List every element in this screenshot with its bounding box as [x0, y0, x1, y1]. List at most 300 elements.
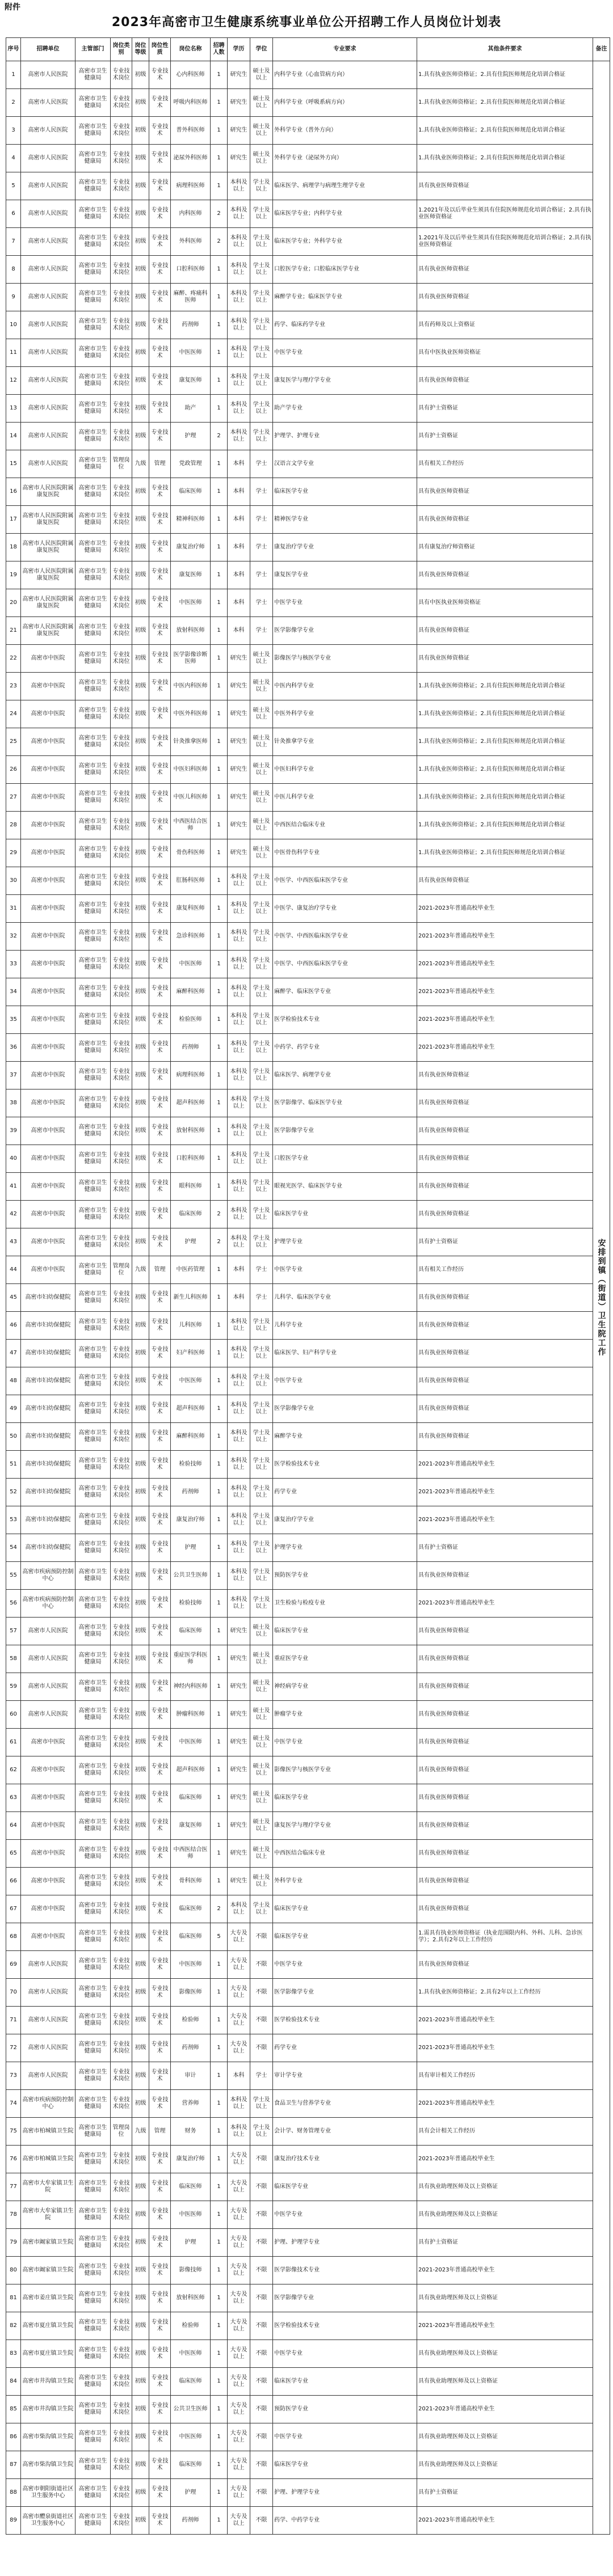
table-cell: 护理学专业 — [273, 1228, 417, 1256]
table-cell: 高密市卫生健康局 — [75, 2034, 111, 2062]
table-cell: 86 — [6, 2423, 21, 2451]
table-cell: 麻醉学专业；临床医学专业 — [273, 284, 417, 311]
table-row — [6, 1423, 610, 1451]
table-cell: 不限 — [250, 2284, 273, 2312]
table-cell: 学士及以上 — [250, 284, 273, 311]
table-cell: 大专及以上 — [228, 2340, 250, 2368]
table-cell: 12 — [6, 367, 21, 395]
table-cell: 高密市中医院 — [21, 1923, 75, 1951]
table-cell: 专业技术 — [149, 200, 171, 228]
table-cell: 1 — [211, 1951, 228, 1979]
table-cell: 具有执业医师资格证 — [417, 1117, 593, 1145]
table-cell: 党政管理 — [171, 450, 211, 478]
table-cell: 专业技术岗位 — [111, 172, 132, 200]
table-cell: 硕士及以上 — [250, 1701, 273, 1729]
table-cell: 专业技术岗位 — [111, 2312, 132, 2340]
table-row — [6, 1228, 610, 1256]
table-cell: 护理学专业 — [273, 1534, 417, 1562]
table-row — [6, 1006, 610, 1034]
table-cell: 1 — [211, 1534, 228, 1562]
table-cell: 中西医结合临床专业 — [273, 812, 417, 839]
table-cell: 1.具有执业医师资格证；2.具有住院医师规范化培训合格证 — [417, 145, 593, 172]
table-cell: 具有执业医师资格证 — [417, 1423, 593, 1451]
table-cell: 本科及以上 — [228, 1117, 250, 1145]
table-cell: 专业技术 — [149, 1117, 171, 1145]
table-cell: 初级 — [132, 2090, 149, 2118]
table-cell: 专业技术岗位 — [111, 951, 132, 978]
table-cell: 专业技术岗位 — [111, 867, 132, 895]
table-cell: 专业技术岗位 — [111, 2090, 132, 2118]
table-cell: 89 — [6, 2507, 21, 2535]
table-row — [6, 1117, 610, 1145]
table-cell: 39 — [6, 1117, 21, 1145]
table-cell: 康复医学专业 — [273, 561, 417, 589]
table-cell: 1.具有执业医师资格证；2.具有住院医师规范化培训合格证 — [417, 61, 593, 89]
table-cell: 管理 — [149, 2118, 171, 2146]
table-cell: 医学影像学专业 — [273, 1117, 417, 1145]
table-cell: 初级 — [132, 1729, 149, 1756]
table-cell: 初级 — [132, 228, 149, 256]
table-cell: 本科及以上 — [228, 1590, 250, 1618]
table-cell: 外科学专业（普外方向） — [273, 117, 417, 145]
table-cell: 高密市卫生健康局 — [75, 2284, 111, 2312]
table-cell: 学士及以上 — [250, 1006, 273, 1034]
table-cell: 高密市人民医院 — [21, 2034, 75, 2062]
table-cell: 初级 — [132, 534, 149, 561]
table-cell: 高密市卫生健康局 — [75, 2396, 111, 2423]
table-row — [6, 1201, 610, 1228]
table-cell: 专业技术 — [149, 506, 171, 534]
table-cell: 呼吸内科医师 — [171, 89, 211, 117]
table-cell: 42 — [6, 1201, 21, 1228]
table-cell: 大专及以上 — [228, 2396, 250, 2423]
table-row — [6, 506, 610, 534]
table-cell: 专业技术 — [149, 284, 171, 311]
table-cell: 2021-2023年普通高校毕业生 — [417, 923, 593, 951]
table-cell: 专业技术 — [149, 1979, 171, 2007]
table-cell: 高密市卫生健康局 — [75, 145, 111, 172]
table-cell: 高密市人民医院附属康复医院 — [21, 478, 75, 506]
table-cell: 高密市中医院 — [21, 1062, 75, 1089]
table-cell: 初级 — [132, 311, 149, 339]
table-cell: 专业技术 — [149, 1701, 171, 1729]
table-cell: 专业技术 — [149, 895, 171, 923]
table-cell: 中医药管理 — [171, 1256, 211, 1284]
table-cell: 高密市卫生健康局 — [75, 1645, 111, 1673]
table-cell: 高密市卫生健康局 — [75, 2146, 111, 2173]
table-cell: 高密市卫生健康局 — [75, 673, 111, 700]
table-cell: 5 — [6, 172, 21, 200]
table-cell: 专业技术岗位 — [111, 1951, 132, 1979]
table-cell: 中医医师 — [171, 1729, 211, 1756]
table-cell: 专业技术 — [149, 1284, 171, 1312]
table-cell: 2021-2023年普通高校毕业生 — [417, 1590, 593, 1618]
table-cell: 64 — [6, 1812, 21, 1840]
table-cell: 初级 — [132, 1840, 149, 1868]
table-cell: 82 — [6, 2312, 21, 2340]
table-cell: 学士 — [250, 2062, 273, 2090]
table-row — [6, 1951, 610, 1979]
table-cell: 临床医学专业 — [273, 2451, 417, 2479]
table-cell: 医学影像学专业 — [273, 1979, 417, 2007]
table-cell: 高密市人民医院附属康复医院 — [21, 589, 75, 617]
table-cell: 专业技术岗位 — [111, 2479, 132, 2507]
table-cell: 专业技术岗位 — [111, 2257, 132, 2284]
table-cell: 影像技师 — [171, 2257, 211, 2284]
table-cell: 中医妇科学专业 — [273, 756, 417, 784]
table-row — [6, 1284, 610, 1312]
table-cell: 具有执业医师资格证 — [417, 867, 593, 895]
table-cell: 医学检验技术专业 — [273, 2312, 417, 2340]
table-cell: 专业技术 — [149, 1534, 171, 1562]
table-cell: 31 — [6, 895, 21, 923]
table-cell: 高密市卫生健康局 — [75, 1145, 111, 1173]
table-cell: 专业技术 — [149, 2284, 171, 2312]
table-cell: 大专及以上 — [228, 2284, 250, 2312]
table-cell: 36 — [6, 1034, 21, 1062]
table-cell: 研究生 — [228, 756, 250, 784]
table-cell: 学士 — [250, 450, 273, 478]
table-cell: 专业技术岗位 — [111, 1340, 132, 1367]
table-cell: 高密市卫生健康局 — [75, 2312, 111, 2340]
table-cell: 学士及以上 — [250, 1479, 273, 1506]
table-cell: 66 — [6, 1868, 21, 1895]
table-cell: 79 — [6, 2229, 21, 2257]
table-cell: 专业技术岗位 — [111, 506, 132, 534]
table-cell: 具有执业医师资格证 — [417, 256, 593, 284]
table-cell: 47 — [6, 1340, 21, 1367]
table-cell: 具有执业医师资格证 — [417, 1340, 593, 1367]
table-cell: 高密市卫生健康局 — [75, 951, 111, 978]
table-cell: 具有康复治疗师资格证 — [417, 534, 593, 561]
table-cell: 专业技术岗位 — [111, 89, 132, 117]
table-cell: 高密市卫生健康局 — [75, 367, 111, 395]
table-cell: 检验师 — [171, 2007, 211, 2034]
table-cell: 管理岗位 — [111, 450, 132, 478]
table-cell: 药剂师 — [171, 1479, 211, 1506]
table-cell: 48 — [6, 1367, 21, 1395]
table-cell: 1 — [211, 2451, 228, 2479]
table-cell: 初级 — [132, 256, 149, 284]
table-cell: 中医内科医师 — [171, 673, 211, 700]
table-cell: 2 — [211, 1201, 228, 1228]
table-cell: 高密市卫生健康局 — [75, 1284, 111, 1312]
table-cell: 具有执业助理医师及以上资格证 — [417, 2368, 593, 2396]
table-row — [6, 2257, 610, 2284]
table-cell: 专业技术岗位 — [111, 1367, 132, 1395]
table-cell: 药剂师 — [171, 1034, 211, 1062]
col-header: 岗位性质 — [149, 38, 171, 61]
table-cell: 不限 — [250, 2507, 273, 2535]
table-cell: 初级 — [132, 1284, 149, 1312]
table-cell: 九级 — [132, 2118, 149, 2146]
table-cell: 1 — [211, 1840, 228, 1868]
table-cell: 高密市卫生健康局 — [75, 2479, 111, 2507]
table-cell: 70 — [6, 1979, 21, 2007]
table-cell: 初级 — [132, 2034, 149, 2062]
table-cell: 本科及以上 — [228, 1173, 250, 1201]
table-cell: 高密市卫生健康局 — [75, 700, 111, 728]
table-cell: 超声科医师 — [171, 1395, 211, 1423]
table-row — [6, 867, 610, 895]
table-cell: 初级 — [132, 2229, 149, 2257]
table-cell: 专业技术岗位 — [111, 978, 132, 1006]
table-row — [6, 395, 610, 423]
table-row — [6, 2034, 610, 2062]
table-cell: 高密市妇幼保健院 — [21, 1284, 75, 1312]
table-cell: 59 — [6, 1673, 21, 1701]
table-cell: 58 — [6, 1645, 21, 1673]
table-cell: 2 — [211, 423, 228, 450]
table-cell: 1 — [211, 2479, 228, 2507]
table-cell: 研究生 — [228, 1618, 250, 1645]
table-cell: 具有药师及以上资格证 — [417, 311, 593, 339]
table-cell: 大专及以上 — [228, 2507, 250, 2535]
table-cell: 11 — [6, 339, 21, 367]
table-cell: 初级 — [132, 1312, 149, 1340]
table-cell: 临床医师 — [171, 1923, 211, 1951]
table-cell: 专业技术 — [149, 2257, 171, 2284]
table-cell: 本科 — [228, 534, 250, 561]
table-cell: 初级 — [132, 145, 149, 172]
table-cell: 高密市卫生健康局 — [75, 1395, 111, 1423]
attachment-label: 附件 — [5, 3, 20, 12]
table-cell: 高密市卫生健康局 — [75, 2340, 111, 2368]
table-cell: 具有执业医师资格证 — [417, 1645, 593, 1673]
table-row — [6, 2312, 610, 2340]
table-cell: 中医儿科医师 — [171, 784, 211, 812]
table-cell: 16 — [6, 478, 21, 506]
table-cell: 1 — [211, 1645, 228, 1673]
table-cell: 1 — [211, 2284, 228, 2312]
table-cell: 专业技术岗位 — [111, 1006, 132, 1034]
table-cell: 康复治疗技术专业 — [273, 2146, 417, 2173]
table-cell: 高密市卫生健康局 — [75, 89, 111, 117]
table-cell: 26 — [6, 756, 21, 784]
table-row — [6, 1729, 610, 1756]
table-cell: 外科医师 — [171, 228, 211, 256]
table-cell: 高密市妇幼保健院 — [21, 1451, 75, 1479]
table-cell: 专业技术岗位 — [111, 1395, 132, 1423]
table-cell: 1 — [211, 1479, 228, 1506]
table-row — [6, 1923, 610, 1951]
table-cell: 1 — [211, 256, 228, 284]
table-cell: 具有执业医师资格证 — [417, 617, 593, 645]
table-cell: 不限 — [250, 2146, 273, 2173]
table-cell: 1 — [211, 812, 228, 839]
table-row — [6, 1451, 610, 1479]
table-cell: 初级 — [132, 2396, 149, 2423]
table-cell: 1 — [211, 1979, 228, 2007]
table-cell: 中医学、中西医临床医学专业 — [273, 951, 417, 978]
table-cell: 专业技术岗位 — [111, 1534, 132, 1562]
table-cell: 专业技术岗位 — [111, 1784, 132, 1812]
table-cell: 专业技术岗位 — [111, 1089, 132, 1117]
table-cell: 肛肠科医师 — [171, 867, 211, 895]
table-cell: 高密市人民医院 — [21, 1951, 75, 1979]
table-row — [6, 2229, 610, 2257]
table-cell: 不限 — [250, 2007, 273, 2034]
table-cell: 4 — [6, 145, 21, 172]
table-cell: 中医学专业 — [273, 339, 417, 367]
table-cell: 2021-2023年普通高校毕业生 — [417, 2257, 593, 2284]
table-cell: 1 — [211, 839, 228, 867]
table-cell: 学士及以上 — [250, 1423, 273, 1451]
table-cell: 高密市柏城镇卫生院 — [21, 2118, 75, 2146]
table-cell: 高密市卫生健康局 — [75, 2007, 111, 2034]
table-cell: 1 — [211, 589, 228, 617]
table-cell: 1 — [211, 895, 228, 923]
table-cell: 学士及以上 — [250, 200, 273, 228]
table-cell: 专业技术岗位 — [111, 1979, 132, 2007]
table-row — [6, 1979, 610, 2007]
table-cell: 检验技师 — [171, 1590, 211, 1618]
table-cell: 具有执业医师资格证 — [417, 561, 593, 589]
table-cell: 专业技术岗位 — [111, 1506, 132, 1534]
table-cell: 初级 — [132, 2284, 149, 2312]
table-cell: 康复医师 — [171, 367, 211, 395]
table-cell: 护理 — [171, 423, 211, 450]
col-header: 岗位等级 — [132, 38, 149, 61]
table-row — [6, 1062, 610, 1089]
table-cell: 本科 — [228, 2062, 250, 2090]
table-cell: 中医医师 — [171, 2423, 211, 2451]
table-row — [6, 200, 610, 228]
table-cell: 高密市卫生健康局 — [75, 534, 111, 561]
table-cell: 具有执业医师资格证 — [417, 1201, 593, 1228]
table-cell: 学士及以上 — [250, 1534, 273, 1562]
table-cell: 专业技术 — [149, 1812, 171, 1840]
col-header: 岗位类别 — [111, 38, 132, 61]
table-cell: 73 — [6, 2062, 21, 2090]
table-cell: 高密市人民医院 — [21, 1673, 75, 1701]
table-cell: 临床医学、妇产科学专业 — [273, 1340, 417, 1367]
table-cell: 专业技术 — [149, 423, 171, 450]
table-cell: 高密市人民医院 — [21, 450, 75, 478]
table-cell: 2 — [6, 89, 21, 117]
table-cell: 研究生 — [228, 1673, 250, 1701]
table-cell: 专业技术岗位 — [111, 1590, 132, 1618]
table-cell: 1.具有执业医师资格证；2.具有住院医师规范化培训合格证 — [417, 812, 593, 839]
table-cell: 学士及以上 — [250, 228, 273, 256]
table-cell: 硕士及以上 — [250, 1868, 273, 1895]
col-header: 其他条件要求 — [417, 38, 593, 61]
table-cell: 1 — [6, 61, 21, 89]
table-cell: 大专及以上 — [228, 1951, 250, 1979]
table-cell: 学士及以上 — [250, 978, 273, 1006]
table-cell: 专业技术 — [149, 2034, 171, 2062]
table-cell: 本科及以上 — [228, 867, 250, 895]
table-cell: 肿瘤学专业 — [273, 1701, 417, 1729]
table-cell: 不限 — [250, 1923, 273, 1951]
table-cell: 具有执业医师资格证 — [417, 1895, 593, 1923]
table-cell: 本科及以上 — [228, 2090, 250, 2118]
table-cell: 2021-2023年普通高校毕业生 — [417, 2146, 593, 2173]
table-cell: 2021-2023年普通高校毕业生 — [417, 1006, 593, 1034]
table-cell: 中医骨伤科学专业 — [273, 839, 417, 867]
table-cell: 83 — [6, 2340, 21, 2368]
table-cell: 专业技术岗位 — [111, 311, 132, 339]
table-cell: 学士及以上 — [250, 895, 273, 923]
table-cell: 初级 — [132, 284, 149, 311]
table-cell: 检验医师 — [171, 1006, 211, 1034]
table-cell: 高密市姜庄镇卫生院 — [21, 2284, 75, 2312]
col-header: 学历 — [228, 38, 250, 61]
table-cell: 临床医学专业 — [273, 1895, 417, 1923]
table-cell: 高密市人民医院附属康复医院 — [21, 506, 75, 534]
table-cell: 初级 — [132, 2451, 149, 2479]
table-cell: 专业技术 — [149, 1923, 171, 1951]
table-cell: 1 — [211, 89, 228, 117]
table-cell: 具有护士资格证 — [417, 423, 593, 450]
table-cell: 专业技术 — [149, 1062, 171, 1089]
table-cell: 专业技术 — [149, 1423, 171, 1451]
table-cell: 高密市卫生健康局 — [75, 589, 111, 617]
table-cell: 学士及以上 — [250, 1395, 273, 1423]
table-cell: 专业技术岗位 — [111, 1645, 132, 1673]
table-cell: 专业技术岗位 — [111, 1562, 132, 1590]
table-cell: 7 — [6, 228, 21, 256]
table-cell: 1 — [211, 1701, 228, 1729]
table-cell: 初级 — [132, 645, 149, 673]
table-cell: 高密市中医院 — [21, 895, 75, 923]
table-cell: 专业技术 — [149, 2090, 171, 2118]
table-cell: 中西医结合医师 — [171, 812, 211, 839]
table-cell: 专业技术岗位 — [111, 395, 132, 423]
table-cell: 高密市卫生健康局 — [75, 423, 111, 450]
table-cell: 高密市卫生健康局 — [75, 1923, 111, 1951]
table-cell: 30 — [6, 867, 21, 895]
table-cell: 2021-2023年普通高校毕业生 — [417, 2396, 593, 2423]
table-cell: 2021-2023年普通高校毕业生 — [417, 2007, 593, 2034]
col-header: 招聘单位 — [21, 38, 75, 61]
table-cell: 1 — [211, 2368, 228, 2396]
table-cell: 专业技术 — [149, 561, 171, 589]
table-cell: 2021-2023年普通高校毕业生 — [417, 1479, 593, 1506]
table-cell: 学士 — [250, 1284, 273, 1312]
table-cell: 高密市妇幼保健院 — [21, 1506, 75, 1534]
table-cell: 高密市卫生健康局 — [75, 2201, 111, 2229]
table-cell: 1 — [211, 1423, 228, 1451]
table-cell: 初级 — [132, 1228, 149, 1256]
table-cell: 临床医师 — [171, 1784, 211, 1812]
table-cell: 高密市人民医院 — [21, 1979, 75, 2007]
table-cell: 初级 — [132, 1089, 149, 1117]
table-cell: 专业技术岗位 — [111, 1729, 132, 1756]
table-cell: 本科及以上 — [228, 1228, 250, 1256]
table-cell: 1 — [211, 1590, 228, 1618]
table-cell: 临床医学、病理学专业 — [273, 1062, 417, 1089]
table-cell: 专业技术 — [149, 2312, 171, 2340]
table-cell: 1.具有执业医师资格证；2.具有住院医师规范化培训合格证 — [417, 673, 593, 700]
table-cell: 不限 — [250, 2173, 273, 2201]
table-cell: 专业技术岗位 — [111, 1034, 132, 1062]
table-cell: 药剂师 — [171, 311, 211, 339]
table-cell: 高密市人民医院附属康复医院 — [21, 534, 75, 561]
table-cell: 专业技术 — [149, 1618, 171, 1645]
table-cell: 本科及以上 — [228, 951, 250, 978]
table-cell: 1 — [211, 395, 228, 423]
table-row — [6, 1173, 610, 1201]
table-cell: 具有执业医师资格证 — [417, 1089, 593, 1117]
table-cell: 初级 — [132, 1618, 149, 1645]
table-cell: 高密市卫生健康局 — [75, 450, 111, 478]
table-cell: 专业技术岗位 — [111, 2340, 132, 2368]
table-row — [6, 145, 610, 172]
table-row — [6, 1089, 610, 1117]
table-cell: 专业技术 — [149, 673, 171, 700]
table-cell: 专业技术岗位 — [111, 895, 132, 923]
